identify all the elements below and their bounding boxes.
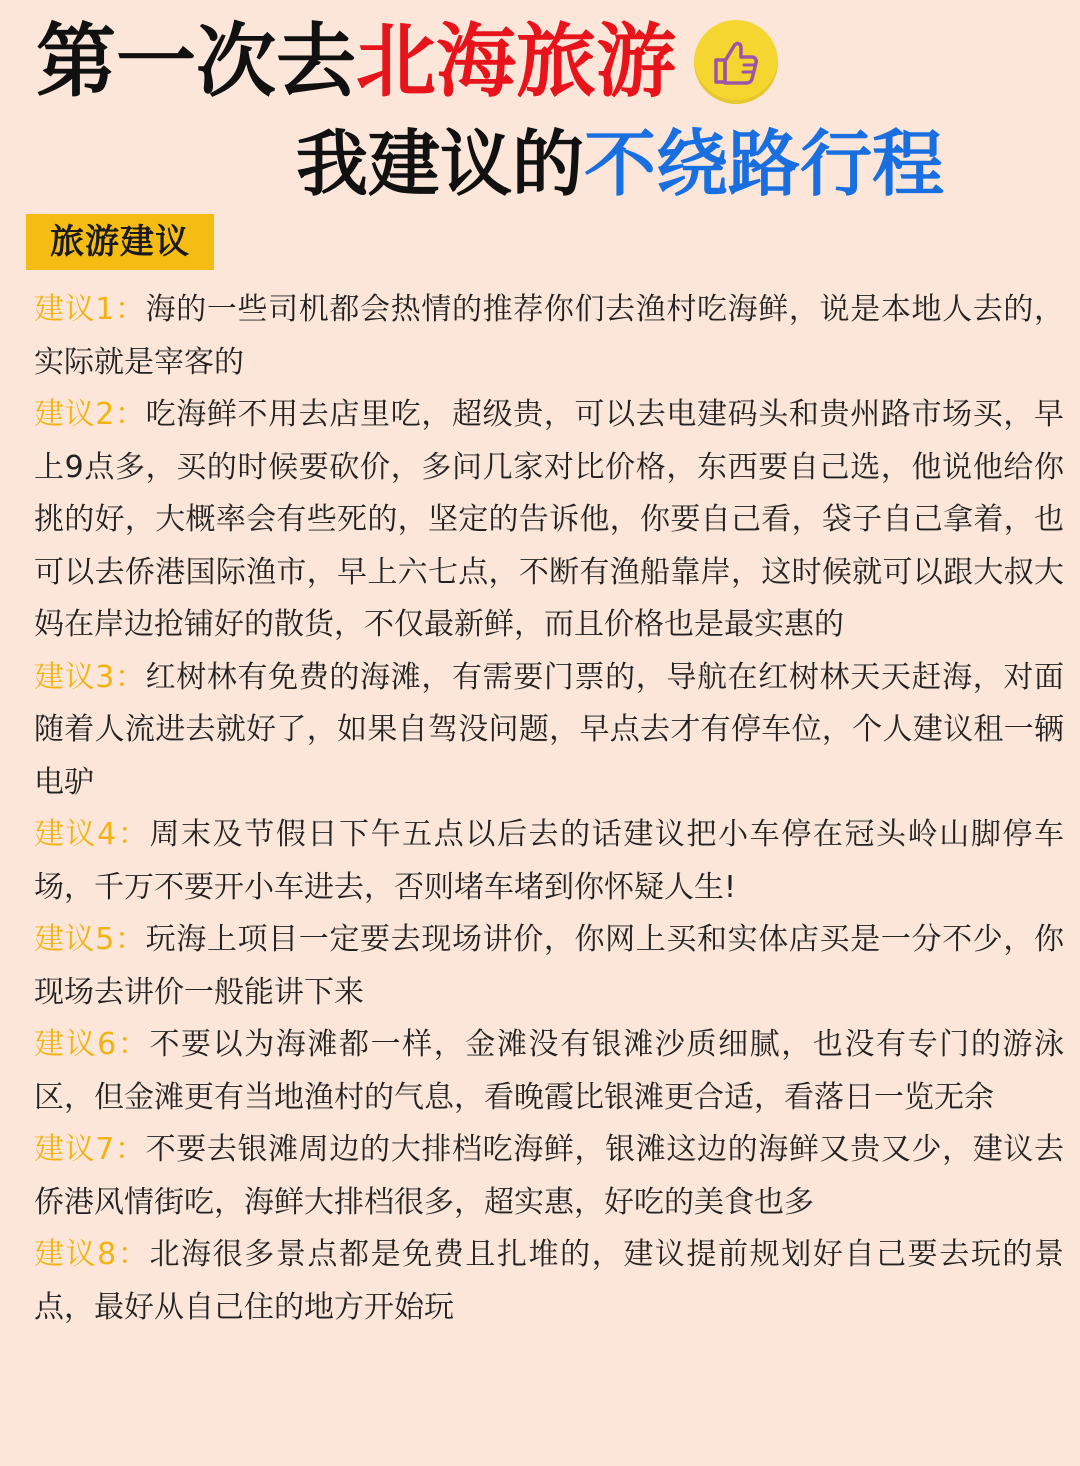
tip-text: 不要去银滩周边的大排档吃海鲜，银滩这边的海鲜又贵又少，建议去侨港风情街吃，海鲜大排档很多，超实惠，好吃的美食也多	[34, 1132, 1064, 1220]
tip-item	[34, 389, 1064, 652]
tip-label: 建议4：	[34, 817, 150, 852]
tip-item	[34, 914, 1064, 1019]
subtitle-blue-part: 不绕路行程	[584, 122, 945, 206]
section-tag: 旅游建议	[26, 214, 214, 270]
thumbs-up-icon	[694, 20, 778, 104]
title-black-part: 第一次去	[36, 15, 356, 108]
tip-item	[34, 284, 1064, 389]
tip-label: 建议2：	[34, 397, 146, 432]
tip-text: 海的一些司机都会热情的推荐你们去渔村吃海鲜，说是本地人去的，实际就是宰客的	[34, 292, 1064, 380]
title-red-part: 北海旅游	[356, 15, 676, 108]
tip-text: 周末及节假日下午五点以后去的话建议把小车停在冠头岭山脚停车场，千万不要开小车进去，否则堵车堵到你怀疑人生!	[34, 817, 1064, 905]
tip-text: 吃海鲜不用去店里吃，超级贵，可以去电建码头和贵州路市场买，早上9点多，买的时候要砍价，多问几家对比价格，东西要自己选，他说他给你挑的好，大概率会有些死的，坚定的告诉他，你要自己看，袋子自己拿着，也可以去侨港国际渔市，早上六七点，不断有渔船靠岸，这时候就可以跟大叔大妈在岸边抢铺好的散货，不仅最新鲜，而且价格也是最实惠的	[34, 397, 1064, 642]
tips-list	[34, 284, 1064, 1334]
tip-item	[34, 1229, 1064, 1334]
tip-label: 建议3：	[34, 659, 146, 695]
subtitle-black-part: 我建议的	[296, 122, 585, 206]
tip-item	[34, 1124, 1064, 1229]
tip-text: 玩海上项目一定要去现场讲价，你网上买和实体店买是一分不少，你现场去讲价一般能讲下来	[34, 922, 1064, 1010]
title-line-1	[36, 8, 778, 116]
tip-label: 建议6：	[34, 1027, 150, 1062]
tip-text: 北海很多景点都是免费且扎堆的，建议提前规划好自己要去玩的景点，最好从自己住的地方开始玩	[34, 1237, 1064, 1325]
tip-text: 红树林有免费的海滩，有需要门票的，导航在红树林天天赶海，对面随着人流进去就好了，如果自驾没问题，早点去才有停车位，个人建议租一辆电驴	[34, 659, 1064, 800]
tip-label: 建议7：	[34, 1132, 146, 1167]
title-line-2	[296, 118, 944, 210]
tip-label: 建议5：	[34, 922, 146, 957]
tip-item	[34, 1019, 1064, 1124]
tip-item	[34, 809, 1064, 914]
tip-item	[34, 652, 1064, 810]
tip-text: 不要以为海滩都一样，金滩没有银滩沙质细腻，也没有专门的游泳区，但金滩更有当地渔村的气息，看晚霞比银滩更合适，看落日一览无余	[34, 1027, 1064, 1115]
tip-label: 建议1：	[34, 292, 146, 327]
tip-label: 建议8：	[34, 1237, 150, 1272]
